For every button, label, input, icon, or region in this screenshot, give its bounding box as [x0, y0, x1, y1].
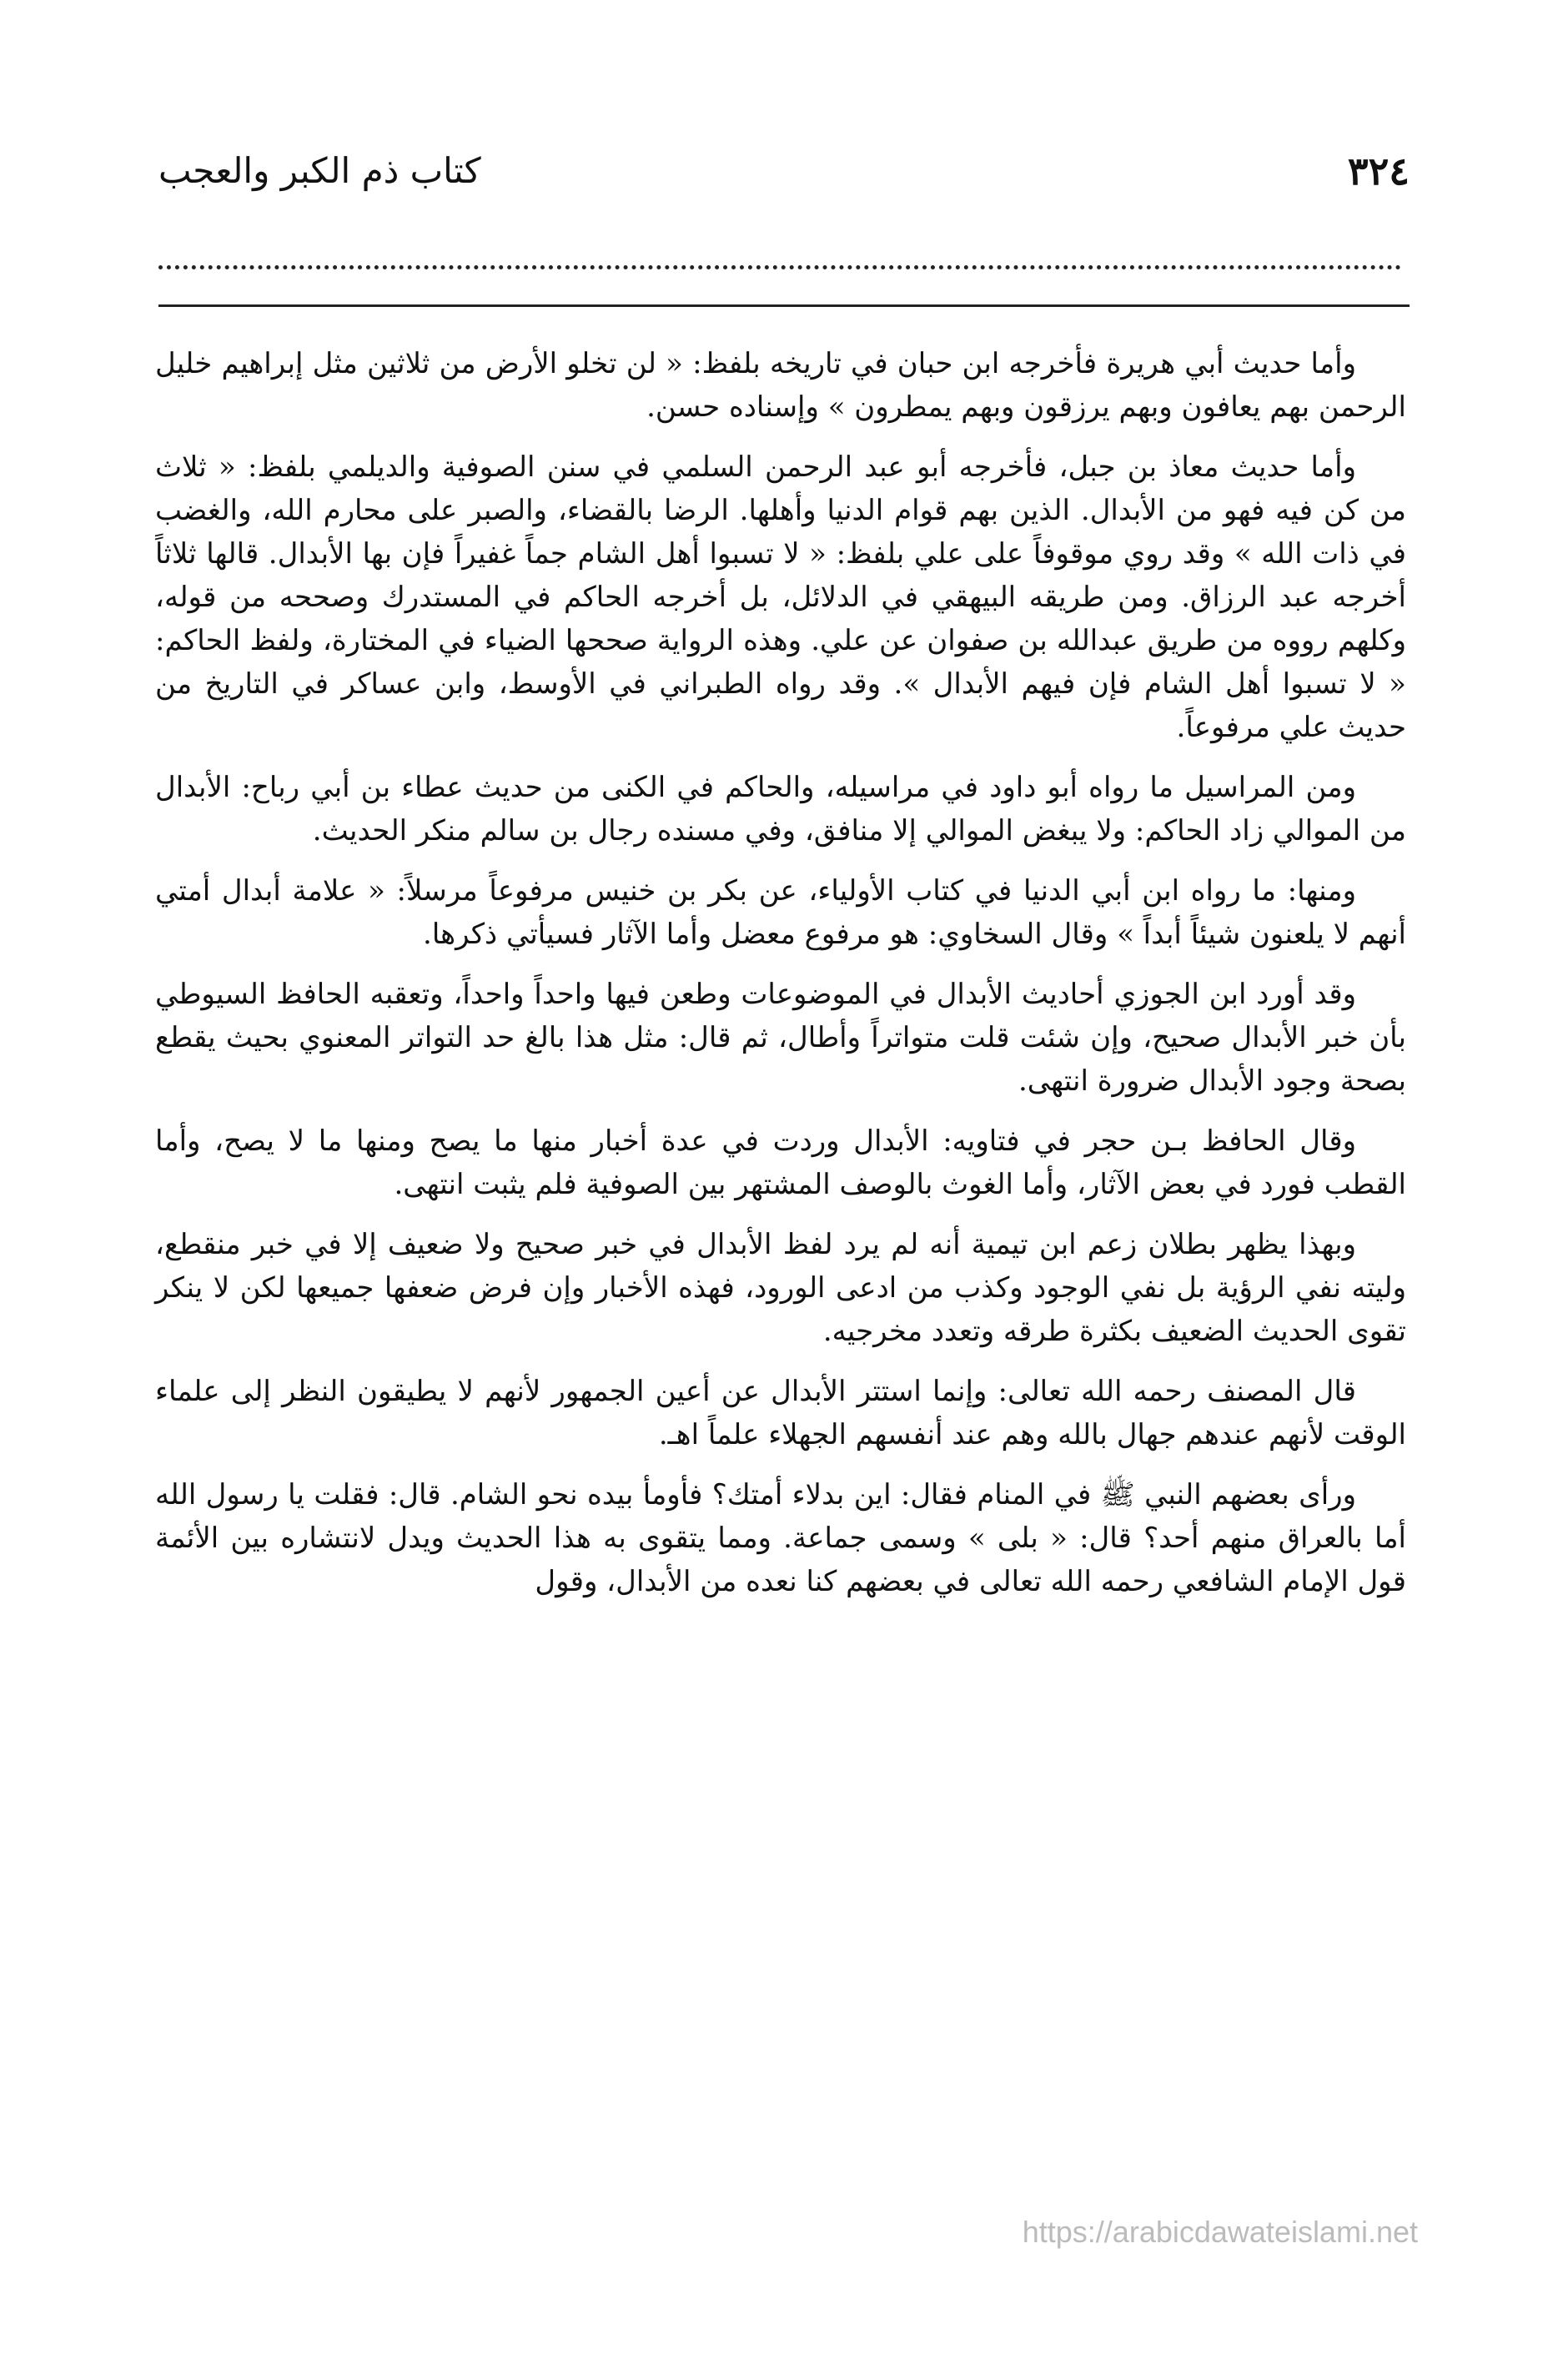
dotted-divider — [158, 265, 1401, 269]
paragraph — [155, 766, 1406, 853]
paragraph — [155, 973, 1406, 1103]
paragraph-text: وأما حديث أبي هريرة فأخرجه ابن حبان في تاريخه بلفظ: « لن تخلو الأرض من ثلاثين مثل إبراهيم خليل الرحمن بهم يعافون وبهم يرزقون وبهم يمطرون » وإسناده حسن. — [155, 347, 1406, 424]
header-rule — [158, 304, 1410, 307]
body-text — [155, 342, 1406, 1620]
page-header — [158, 142, 1410, 200]
paragraph — [155, 1223, 1406, 1353]
paragraph-text: ورأى بعضهم النبي ﷺ في المنام فقال: اين بدلاء أمتك؟ فأومأ بيده نحو الشام. قال: فقلت يا رسول الله أما بالعراق منهم أحد؟ قال: « بلى » وسمى جماعة. ومما يتقوى به هذا الحديث ويدل لانتشاره بين الأئمة قول الإمام الشافعي رحمه الله تعالى في بعضهم كنا نعده من الأبدال، وقول — [155, 1478, 1406, 1598]
paragraph-text: وقال الحافظ بـن حجر في فتاويه: الأبدال وردت في عدة أخبار منها ما يصح ومنها ما لا يصح، وأما القطب فورد في بعض الآثار، وأما الغوث بالوصف المشتهر بين الصوفية فلم يثبت انتهى. — [155, 1124, 1406, 1201]
paragraph-text: قال المصنف رحمه الله تعالى: وإنما استتر الأبدال عن أعين الجمهور لأنهم لا يطيقون النظر إلى علماء الوقت لأنهم عندهم جهال بالله وهم عند أنفسهم الجهلاء علماً اهـ. — [155, 1375, 1406, 1451]
paragraph-text: وقد أورد ابن الجوزي أحاديث الأبدال في الموضوعات وطعن فيها واحداً واحداً، وتعقبه الحافظ السيوطي بأن خبر الأبدال صحيح، وإن شئت قلت متواتراً وأطال، ثم قال: مثل هذا بالغ حد التواتر المعنوي بحيث يقطع بصحة وجود الأبدال ضرورة انتهى. — [155, 978, 1406, 1098]
paragraph — [155, 1119, 1406, 1206]
paragraph-text: ومنها: ما رواه ابن أبي الدنيا في كتاب الأولياء، عن بكر بن خنيس مرفوعاً مرسلاً: « علامة أبدال أمتي أنهم لا يلعنون شيئاً أبداً » وقال السخاوي: هو مرفوع معضل وأما الآثار فسيأتي ذكرها. — [155, 874, 1406, 951]
book-title: كتاب ذم الكبر والعجب — [158, 150, 481, 191]
paragraph — [155, 445, 1406, 749]
page-number: ٣٢٤ — [1347, 148, 1410, 194]
paragraph — [155, 869, 1406, 956]
paragraph — [155, 342, 1406, 429]
paragraph — [155, 1473, 1406, 1603]
paragraph-text: وأما حديث معاذ بن جبل، فأخرجه أبو عبد الرحمن السلمي في سنن الصوفية والديلمي بلفظ: « ثلاث من كن فيه فهو من الأبدال. الذين بهم قوام الدنيا وأهلها. الرضا بالقضاء، والصبر على محارم الله، والغضب في ذات الله » وقد روي موقوفاً على علي بلفظ: « لا تسبوا أهل الشام جماً غفيراً فإن بها الأبدال. قالها ثلاثاً أخرجه عبد الرزاق. ومن طريقه البيهقي في الدلائل، بل أخرجه الحاكم في المستدرك وصححه من قوله، وكلهم رووه من طريق عبدالله بن صفوان عن علي. وهذه الرواية صححها الضياء في المختارة، ولفظ الحاكم: « لا تسبوا أهل الشام فإن فيهم الأبدال ». وقد رواه الطبراني في الأوسط، وابن عساكر في التاريخ من حديث علي مرفوعاً. — [155, 450, 1406, 744]
watermark-url: https://arabicdawateislami.net — [1022, 2215, 1418, 2249]
paragraph-text: وبهذا يظهر بطلان زعم ابن تيمية أنه لم يرد لفظ الأبدال في خبر صحيح ولا ضعيف إلا في خبر منقطع، وليته نفي الرؤية بل نفي الوجود وكذب من ادعى الورود، فهذه الأخبار وإن فرض ضعفها جميعها لكن لا ينكر تقوى الحديث الضعيف بكثرة طرقه وتعدد مخرجيه. — [155, 1228, 1406, 1348]
paragraph-text: ومن المراسيل ما رواه أبو داود في مراسيله، والحاكم في الكنى من حديث عطاء بن أبي رباح: الأبدال من الموالي زاد الحاكم: ولا يبغض الموالي إلا منافق، وفي مسنده رجال بن سالم منكر الحديث. — [155, 771, 1406, 848]
paragraph — [155, 1370, 1406, 1456]
